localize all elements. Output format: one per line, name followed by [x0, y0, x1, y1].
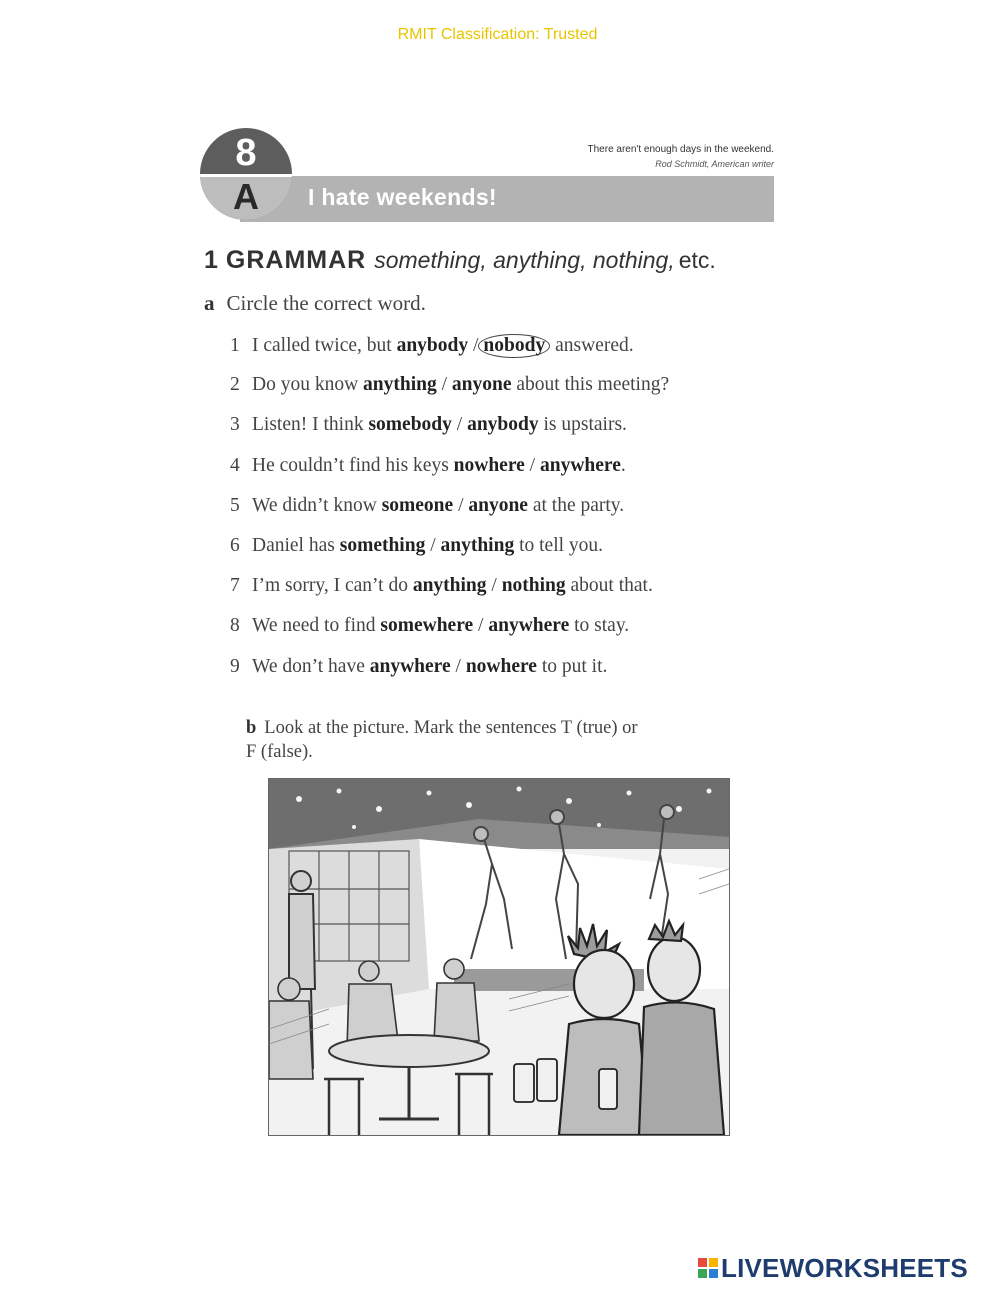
instruction-b	[246, 716, 638, 764]
option-2[interactable]: nothing	[501, 575, 566, 597]
option-2[interactable]: anyone	[451, 374, 512, 396]
exercise-item: 1 I called twice, but anybody / nobody answered.	[230, 335, 634, 356]
section-subtitle: something, anything, nothing,	[374, 247, 675, 273]
option-2[interactable]: anywhere	[539, 454, 621, 476]
classification-label: RMIT Classification: Trusted	[397, 26, 598, 43]
exercise-list	[230, 334, 669, 696]
option-2[interactable]: nowhere	[465, 655, 537, 677]
exercise-item: 7 I’m sorry, I can’t do anything / nothing about that.	[230, 575, 653, 597]
party-illustration	[268, 778, 730, 1136]
section-subtitle-end: etc.	[678, 247, 716, 273]
option-1[interactable]: somewhere	[380, 615, 474, 637]
unit-header	[200, 128, 776, 224]
option-1[interactable]: anything	[412, 575, 487, 597]
section-heading	[204, 246, 716, 275]
instruction-text-b: Look at the picture. Mark the sentences T (true) or	[264, 718, 638, 738]
unit-number: 8	[235, 132, 257, 174]
option-1[interactable]: something	[339, 534, 426, 556]
option-2[interactable]: anyone	[468, 494, 528, 516]
liveworksheets-logo[interactable]	[698, 1253, 968, 1283]
exercise-item: 8 We need to find somewhere / anywhere to stay.	[230, 615, 630, 637]
option-1[interactable]: anybody	[396, 335, 469, 356]
exercise-item: 9 We don’t have anywhere / nowhere to put it.	[230, 655, 608, 677]
exercise-item: 5 We didn’t know someone / anyone at the party.	[230, 494, 625, 516]
part-letter-b: b	[246, 718, 257, 738]
exercise-item: 4 He couldn’t find his keys nowhere / anywhere.	[230, 454, 626, 476]
quote-text: There aren't enough days in the weekend.	[587, 144, 774, 155]
instruction-text-a: Circle the correct word.	[226, 291, 426, 315]
logo-square	[709, 1269, 718, 1278]
party-scene-drawing	[269, 779, 729, 1135]
option-1[interactable]: nowhere	[453, 454, 525, 476]
option-1[interactable]: anywhere	[369, 655, 451, 677]
option-2[interactable]: anything	[440, 534, 515, 556]
part-letter-a: a	[204, 291, 215, 315]
unit-title: I hate weekends!	[308, 184, 497, 210]
unit-letter: A	[233, 176, 259, 217]
logo-square	[709, 1258, 718, 1267]
exercise-item: 3 Listen! I think somebody / anybody is upstairs.	[230, 414, 627, 436]
option-1[interactable]: someone	[381, 494, 454, 516]
option-2[interactable]: anybody	[467, 414, 539, 436]
logo-square	[698, 1258, 707, 1267]
instruction-text-b-line2: F (false).	[246, 742, 313, 762]
option-2-circled[interactable]: nobody	[478, 334, 550, 358]
option-1[interactable]: somebody	[368, 414, 452, 436]
option-1[interactable]: anything	[363, 374, 437, 396]
unit-badge	[200, 128, 292, 220]
option-2[interactable]: anywhere	[488, 615, 570, 637]
section-number: 1	[204, 246, 218, 274]
instruction-a	[204, 291, 426, 316]
logo-text: LIVEWORKSHEETS	[721, 1252, 968, 1283]
exercise-item: 2 Do you know anything / anyone about this meeting?	[230, 374, 670, 396]
logo-squares-icon	[698, 1258, 718, 1278]
quote	[588, 142, 774, 172]
quote-author: Rod Schmidt, American writer	[655, 159, 774, 169]
section-name: GRAMMAR	[225, 246, 367, 274]
logo-square	[698, 1269, 707, 1278]
exercise-item: 6 Daniel has something / anything to tell you.	[230, 534, 604, 556]
